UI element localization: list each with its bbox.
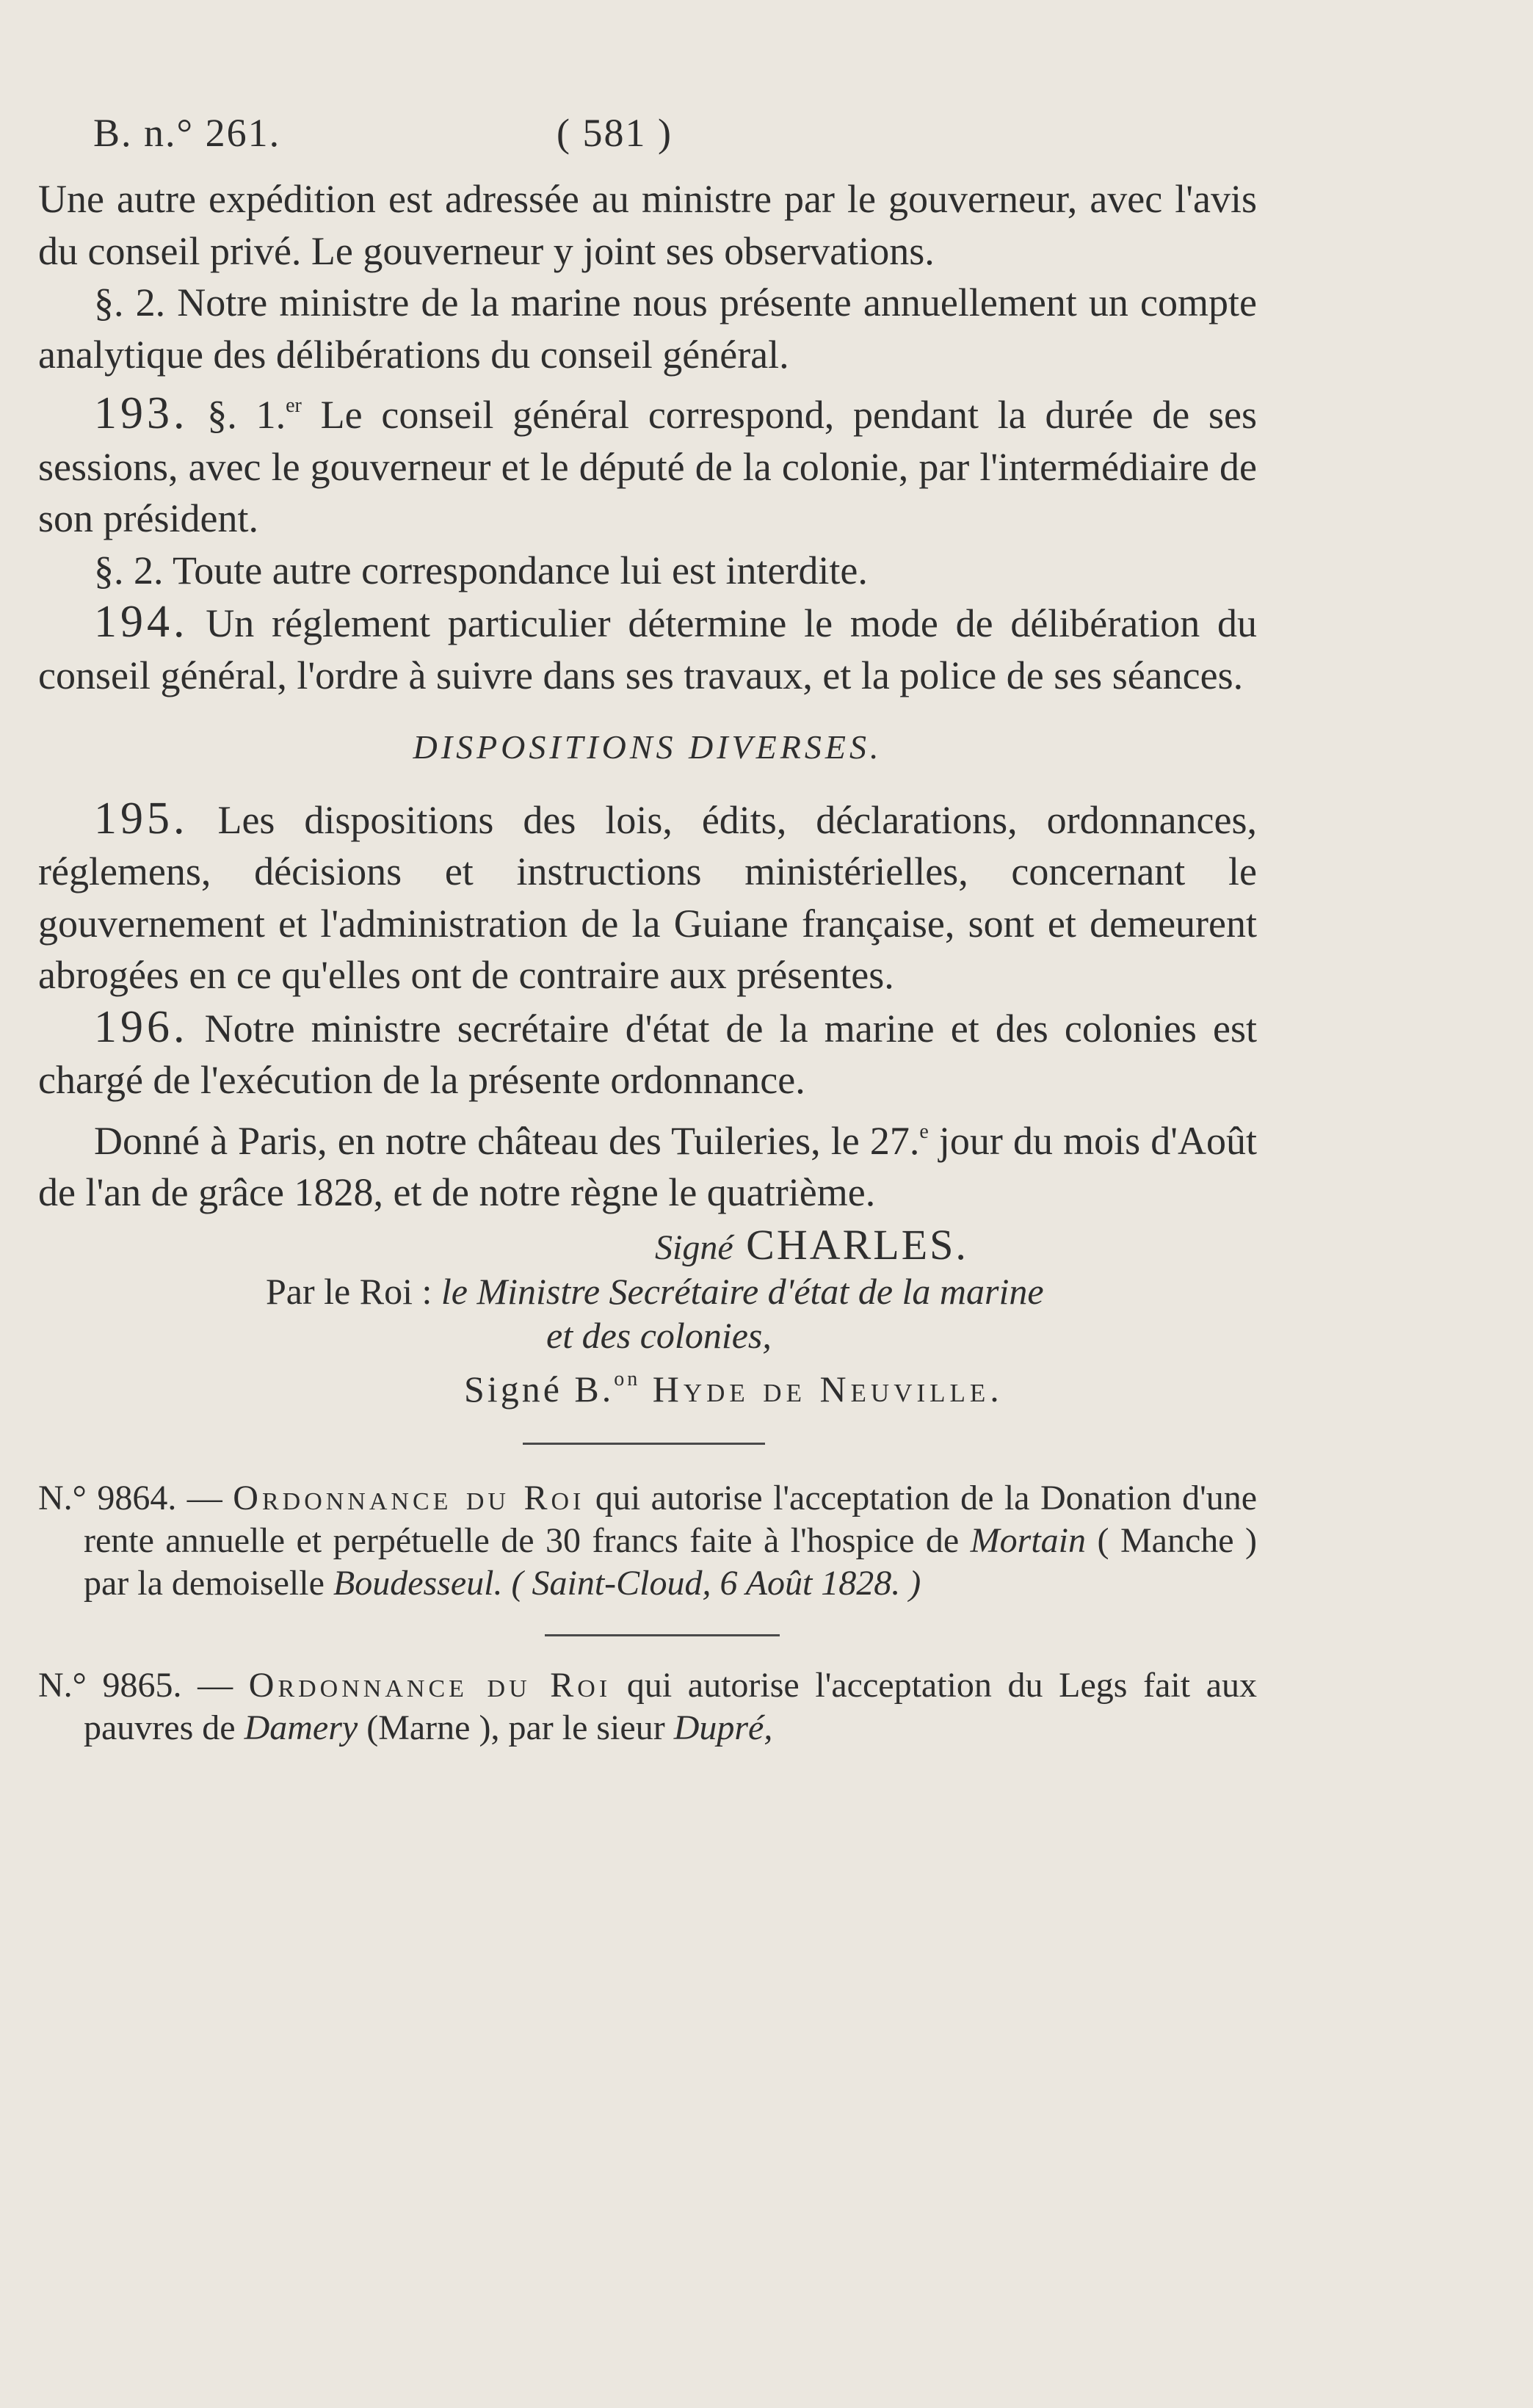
entry-place: Mortain <box>970 1520 1087 1560</box>
minister-title-cont: et des colonies, <box>546 1314 772 1356</box>
article-number: 195. <box>94 793 189 844</box>
article-number: 196. <box>94 1001 189 1052</box>
minister-signature <box>38 1368 1257 1410</box>
paragraph: §. 2. Notre ministre de la marine nous présente annuellement un compte analytique des délibérations du conseil général. <box>38 280 1257 377</box>
king-signature <box>38 1220 1257 1269</box>
section-mark: §. 1. <box>207 393 286 437</box>
article-195 <box>38 793 1257 1001</box>
signe-label: Signé B. <box>464 1368 615 1410</box>
document-page <box>38 110 1257 1749</box>
entry-place: Damery <box>244 1708 358 1747</box>
par-le-roi: Par le Roi : <box>266 1270 432 1312</box>
entry-text: (Marne ), par le sieur <box>366 1708 665 1747</box>
page-header <box>38 110 1257 173</box>
entry-text: ( Manche ) par la demoiselle <box>84 1520 1258 1603</box>
bulletin-number: B. n.° 261. <box>93 111 281 155</box>
superscript: on <box>614 1367 641 1390</box>
given-text-cont: jour du mois d'Août de l'an de grâce 1828, et de notre règne le quatrième. <box>38 1118 1257 1214</box>
entry-text: qui autorise l'acceptation de la Donation d'une rente annuelle et perpétuelle de 30 francs faite à l'hospice de <box>84 1478 1258 1560</box>
article-193 <box>38 380 1257 545</box>
article-text: Un réglement particulier détermine le mode de délibération du conseil général, l'ordre à suivre dans ses travaux, et la police de ses séances. <box>38 601 1257 697</box>
article-text: Les dispositions des lois, édits, déclarations, ordonnances, réglemens, décisions et instructions ministérielles, concernant le gouvernement et l'administration de la Guiane française, sont et demeurent abrogées en ce qu'elles ont de contraire aux présentes. <box>38 797 1258 997</box>
superscript: e <box>919 1120 929 1143</box>
separator-rule <box>523 1443 765 1445</box>
given-text: Donné à Paris, en notre château des Tuileries, le 27. <box>94 1118 920 1163</box>
separator-rule <box>545 1634 780 1636</box>
minister-title: le Ministre Secrétaire d'état de la marine <box>441 1270 1044 1312</box>
section-heading: DISPOSITIONS DIVERSES. <box>413 728 883 766</box>
superscript: er <box>286 394 302 417</box>
article-number: 194. <box>94 597 189 647</box>
paragraph: Une autre expédition est adressée au ministre par le gouverneur, avec l'avis du conseil privé. Le gouverneur y joint ses observations. <box>38 177 1257 273</box>
main-text <box>38 173 1257 1219</box>
entry-number: N.° 9864. — <box>38 1478 222 1517</box>
entry-date: ( Saint-Cloud, 6 Août 1828. ) <box>511 1563 921 1603</box>
article-number: 193. <box>94 388 189 438</box>
entry-title: Ordonnance du Roi <box>248 1665 612 1705</box>
article-text: Le conseil général correspond, pendant la durée de ses sessions, avec le gouverneur et le député de la colonie, par l'intermédiaire de son président. <box>38 393 1258 540</box>
paragraph: §. 2. Toute autre correspondance lui est interdite. <box>94 548 868 592</box>
article-196 <box>38 1001 1257 1106</box>
entry-person: Dupré, <box>673 1708 773 1747</box>
king-name: CHARLES. <box>746 1220 968 1269</box>
article-text: Notre ministre secrétaire d'état de la marine et des colonies est chargé de l'exécution de la présente ordonnance. <box>38 1006 1257 1102</box>
article-194 <box>38 596 1257 701</box>
entry-person: Boudesseul. <box>333 1563 503 1603</box>
countersignature <box>38 1269 1257 1357</box>
given-at-paragraph <box>38 1106 1257 1219</box>
entry-title: Ordonnance du Roi <box>233 1478 585 1517</box>
page-number: ( 581 ) <box>557 111 673 155</box>
entry-number: N.° 9865. — <box>38 1665 233 1705</box>
entry-text: qui autorise l'acceptation du Legs fait aux pauvres de <box>84 1665 1258 1747</box>
ordinance-entry <box>38 1664 1257 1749</box>
minister-name: Hyde de Neuville. <box>652 1368 1004 1410</box>
signe-label: Signé <box>655 1227 733 1267</box>
ordinance-entry <box>38 1477 1257 1605</box>
